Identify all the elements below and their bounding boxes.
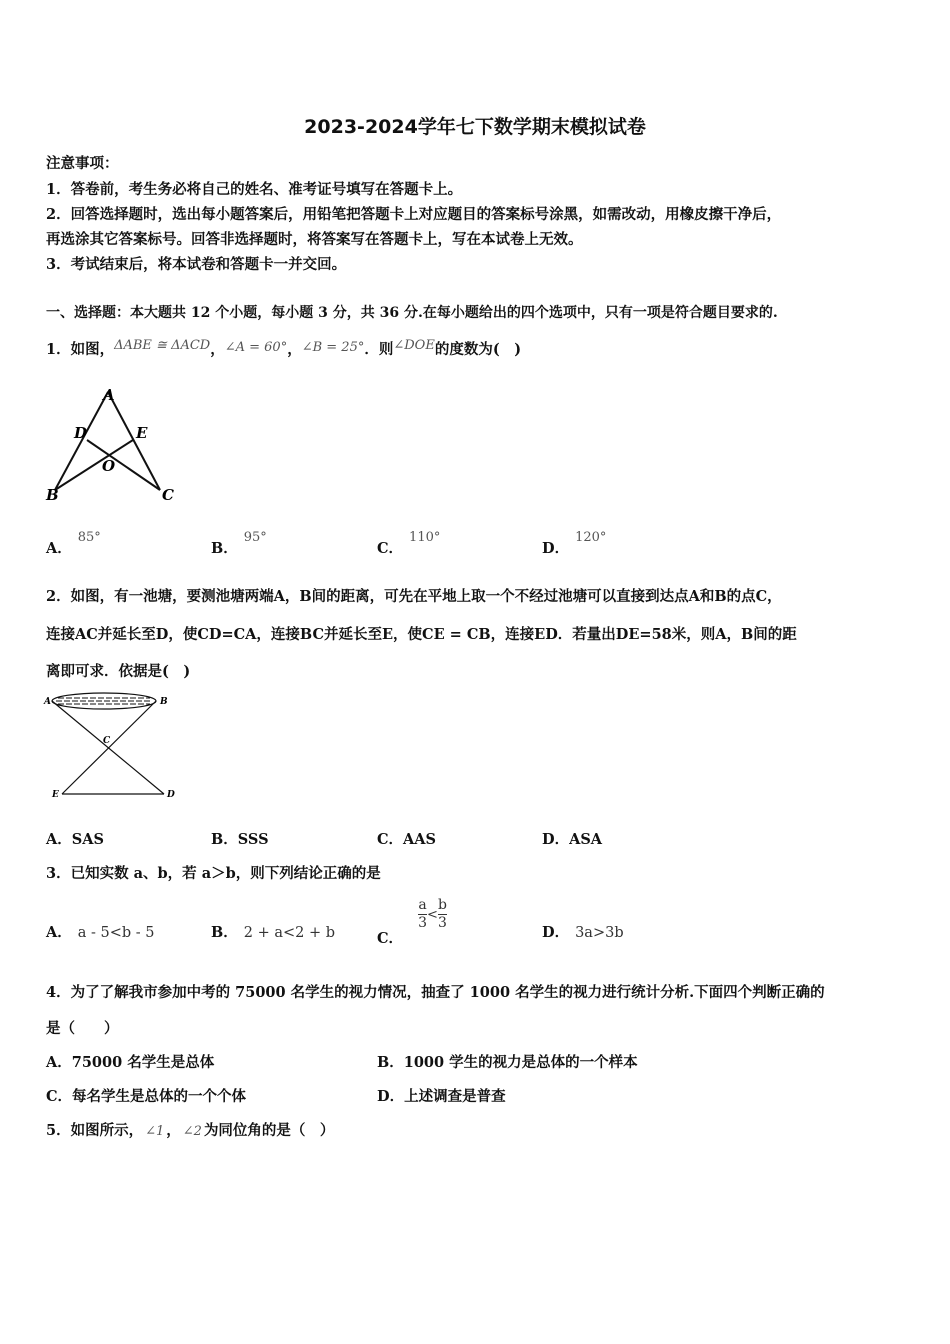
fig-label: B bbox=[46, 486, 59, 504]
q2-option-a[interactable] bbox=[46, 828, 104, 849]
question-2-stem: 连接AC并延长至D，使CD=CA，连接BC并延长至E，使CE = CB，连接ED．若量出DE=58米，则A，B间的距 bbox=[46, 626, 797, 643]
fig-label: A bbox=[44, 697, 51, 707]
numerator: b bbox=[437, 897, 447, 913]
fig-label: D bbox=[167, 790, 175, 800]
q5-angle-2: ∠2 bbox=[182, 1124, 202, 1139]
q1-option-b[interactable] bbox=[211, 530, 267, 558]
fig-label: E bbox=[136, 424, 148, 442]
denominator: 3 bbox=[437, 915, 447, 931]
option-value: 85° bbox=[77, 530, 101, 545]
fig-label: C bbox=[162, 486, 174, 504]
question-1-stem bbox=[46, 338, 521, 359]
fig-label: A bbox=[103, 386, 115, 404]
option-letter: B． bbox=[211, 540, 238, 557]
q2-option-d[interactable] bbox=[542, 828, 602, 849]
q3-option-c[interactable] bbox=[377, 897, 447, 947]
question-2-stem: 离即可求．依据是( ) bbox=[46, 663, 191, 680]
q5-angle-1: ∠1 bbox=[145, 1124, 165, 1139]
q1-mid: ．则 bbox=[364, 341, 394, 358]
fig-label: C bbox=[103, 736, 111, 746]
option-value: ASA bbox=[569, 831, 603, 848]
q1-angle-doe: ∠DOE bbox=[393, 338, 435, 353]
q1-angle-a: ∠A = 60° bbox=[224, 340, 288, 355]
fig-label: D bbox=[74, 424, 88, 442]
option-value: SAS bbox=[71, 831, 104, 848]
q3-option-d[interactable] bbox=[542, 921, 624, 942]
notice-item: 再选涂其它答案标号。回答非选择题时，将答案写在答题卡上，写在本试卷上无效。 bbox=[46, 231, 583, 248]
q3-option-a[interactable] bbox=[46, 921, 155, 942]
fig-label: B bbox=[160, 697, 168, 707]
option-value: SSS bbox=[237, 831, 269, 848]
option-letter: C． bbox=[377, 540, 404, 557]
page-title: 2023-2024学年七下数学期末模拟试卷 bbox=[304, 116, 646, 138]
question-4-stem: 4．为了了解我市参加中考的 75000 名学生的视力情况，抽查了 1000 名学生的视力进行统计分析.下面四个判断正确的 bbox=[46, 984, 825, 1001]
q5-prefix: 5．如图所示， bbox=[46, 1122, 144, 1139]
option-letter: A． bbox=[46, 540, 72, 557]
q4-option-c[interactable]: C．每名学生是总体的一个个体 bbox=[46, 1088, 247, 1105]
less-than: < bbox=[427, 907, 438, 923]
q4-option-b[interactable]: B．1000 学生的视力是总体的一个样本 bbox=[377, 1054, 638, 1071]
numerator: a bbox=[418, 897, 427, 913]
q5-sep: ， bbox=[166, 1122, 181, 1139]
q1-option-d[interactable] bbox=[542, 530, 607, 558]
q2-option-c[interactable] bbox=[377, 828, 436, 849]
q1-triangle-figure bbox=[40, 382, 190, 507]
option-value: 3a>3b bbox=[575, 925, 624, 941]
q1-sep: ， bbox=[287, 341, 302, 358]
option-letter: C． bbox=[377, 831, 404, 848]
option-value: AAS bbox=[403, 831, 437, 848]
q4-option-d[interactable]: D．上述调查是普查 bbox=[377, 1088, 506, 1105]
notice-item: 1．答卷前，考生务必将自己的姓名、准考证号填写在答题卡上。 bbox=[46, 181, 463, 198]
question-2-stem: 2．如图，有一池塘，要测池塘两端A，B间的距离，可先在平地上取一个不经过池塘可以直接到达点A和B的点C， bbox=[46, 588, 782, 605]
q2-option-b[interactable] bbox=[211, 828, 269, 849]
notice-heading: 注意事项： bbox=[46, 155, 119, 172]
option-letter: A． bbox=[46, 924, 72, 941]
q4-option-a[interactable]: A．75000 名学生是总体 bbox=[46, 1054, 215, 1071]
option-value: a - 5<b - 5 bbox=[77, 925, 155, 941]
question-3-stem: 3．已知实数 a、b，若 a＞b，则下列结论正确的是 bbox=[46, 865, 381, 882]
notice-item: 3．考试结束后，将本试卷和答题卡一并交回。 bbox=[46, 256, 347, 273]
question-5-stem bbox=[46, 1119, 334, 1140]
option-letter: D． bbox=[542, 540, 570, 557]
notice-item: 2．回答选择题时，选出每小题答案后，用铅笔把答题卡上对应题目的答案标号涂黑，如需改动，用橡皮擦干净后， bbox=[46, 206, 782, 223]
option-letter: B． bbox=[211, 924, 238, 941]
q5-suffix: 为同位角的是（ ） bbox=[203, 1122, 335, 1139]
denominator: 3 bbox=[418, 915, 428, 931]
option-letter: A． bbox=[46, 831, 72, 848]
fig-label: E bbox=[52, 790, 59, 800]
option-value: 2 + a<2 + b bbox=[243, 925, 336, 941]
option-letter: C． bbox=[377, 929, 404, 947]
option-letter: B． bbox=[211, 831, 238, 848]
option-letter: D． bbox=[542, 924, 570, 941]
option-value: 120° bbox=[575, 530, 607, 545]
q1-congruence: ΔABE ≅ ΔACD bbox=[114, 338, 211, 353]
q2-pond-figure bbox=[40, 690, 180, 800]
fig-label: O bbox=[102, 457, 116, 475]
q1-angle-b: ∠B = 25° bbox=[301, 340, 365, 355]
fraction-a-over-3 bbox=[418, 897, 427, 932]
option-value: 95° bbox=[243, 530, 267, 545]
q1-sep: ， bbox=[210, 341, 225, 358]
q1-suffix: 的度数为( ) bbox=[434, 341, 522, 358]
q1-option-c[interactable] bbox=[377, 530, 441, 558]
q1-prefix: 1．如图， bbox=[46, 341, 115, 358]
question-4-stem: 是（ ） bbox=[46, 1020, 119, 1037]
q1-option-a[interactable] bbox=[46, 530, 101, 558]
option-letter: D． bbox=[542, 831, 570, 848]
q3-option-b[interactable] bbox=[211, 921, 335, 942]
section-heading: 一、选择题：本大题共 12 个小题，每小题 3 分，共 36 分.在每小题给出的四个选项中，只有一项是符合题目要求的. bbox=[46, 305, 778, 321]
option-value: 110° bbox=[409, 530, 441, 545]
fraction-b-over-3 bbox=[438, 897, 447, 932]
